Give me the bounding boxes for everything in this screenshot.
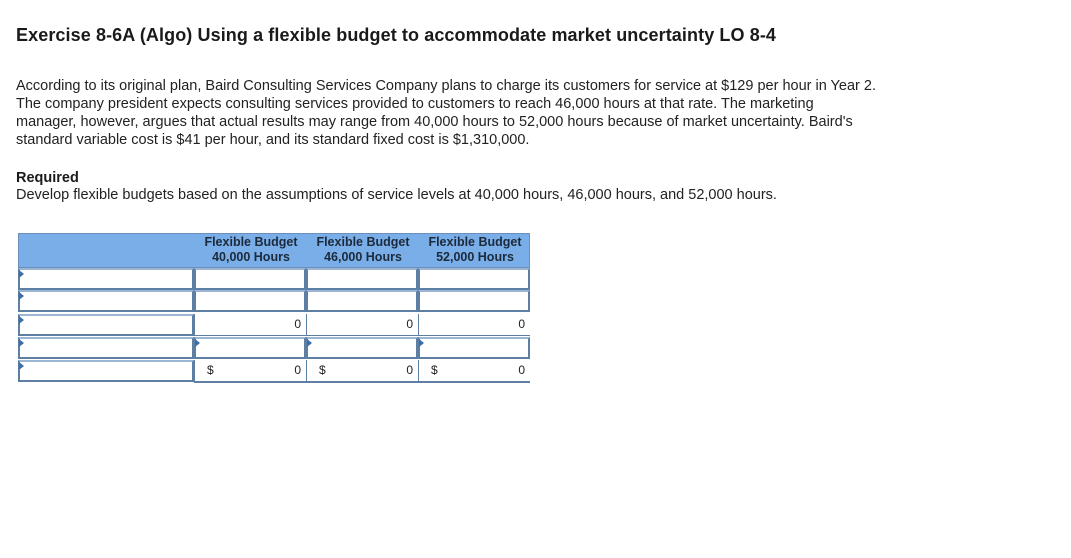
dropdown-indicator-icon (19, 292, 24, 300)
subtotal-52000-value: 0 (518, 317, 525, 331)
total-52000-value: 0 (518, 363, 525, 377)
dropdown-indicator-icon (19, 362, 24, 370)
table-header-row (18, 233, 530, 268)
column-header-46000 (307, 234, 419, 267)
column-header-40000-line2: 40,000 Hours (212, 250, 290, 264)
intro-line-3: manager, however, argues that actual results may range from 40,000 hours to 52,000 hours because of market uncertainty. Baird's (16, 114, 853, 130)
intro-line-1: According to its original plan, Baird Consulting Services Company plans to charge its customers for service at $129 per hour in Year 2. (16, 78, 876, 94)
row-1-input-40000[interactable] (194, 268, 306, 290)
total-52000-currency: $ (431, 363, 438, 377)
subtotal-40000 (194, 314, 306, 336)
problem-description (16, 77, 976, 149)
table-row-1 (18, 268, 530, 290)
total-underline (194, 381, 530, 383)
subtotal-52000 (418, 314, 530, 336)
column-header-52000-line1: Flexible Budget (428, 235, 522, 249)
table-row-subtotal (18, 314, 530, 336)
total-40000-value: 0 (294, 363, 301, 377)
table-row-2 (18, 290, 530, 312)
column-header-46000-line1: Flexible Budget (316, 235, 410, 249)
row-1-input-46000[interactable] (306, 268, 418, 290)
dropdown-indicator-icon (419, 339, 424, 347)
column-header-40000-line1: Flexible Budget (204, 235, 298, 249)
column-header-52000 (419, 234, 531, 267)
row-4-input-52000[interactable] (418, 337, 530, 359)
intro-line-2: The company president expects consulting services provided to customers to reach 46,000 hours at that rate. The marketing (16, 96, 814, 112)
row-4-input-46000[interactable] (306, 337, 418, 359)
row-1-label-dropdown[interactable] (18, 268, 194, 290)
intro-line-4: standard variable cost is $41 per hour, and its standard fixed cost is $1,310,000. (16, 132, 530, 148)
column-header-52000-line2: 52,000 Hours (436, 250, 514, 264)
row-2-input-46000[interactable] (306, 290, 418, 312)
required-instructions: Develop flexible budgets based on the assumptions of service levels at 40,000 hours, 46,000 hours, and 52,000 hours. (16, 187, 777, 203)
total-46000 (306, 360, 418, 382)
total-40000-currency: $ (207, 363, 214, 377)
subtotal-40000-value: 0 (294, 317, 301, 331)
row-2-input-52000[interactable] (418, 290, 530, 312)
dropdown-indicator-icon (307, 339, 312, 347)
column-header-40000 (195, 234, 307, 267)
row-4-input-40000[interactable] (194, 337, 306, 359)
total-46000-currency: $ (319, 363, 326, 377)
total-46000-value: 0 (406, 363, 413, 377)
column-header-46000-line2: 46,000 Hours (324, 250, 402, 264)
dropdown-indicator-icon (19, 270, 24, 278)
row-2-input-40000[interactable] (194, 290, 306, 312)
row-4-label-dropdown[interactable] (18, 337, 194, 359)
dropdown-indicator-icon (19, 339, 24, 347)
row-3-label-dropdown[interactable] (18, 314, 194, 336)
exercise-title: Exercise 8-6A (Algo) Using a flexible budget to accommodate market uncertainty LO 8-4 (16, 25, 777, 45)
subtotal-46000-value: 0 (406, 317, 413, 331)
dropdown-indicator-icon (195, 339, 200, 347)
total-52000 (418, 360, 530, 382)
row-2-label-dropdown[interactable] (18, 290, 194, 312)
total-40000 (194, 360, 306, 382)
required-heading: Required (16, 170, 79, 186)
row-5-label-dropdown[interactable] (18, 360, 194, 382)
row-1-input-52000[interactable] (418, 268, 530, 290)
table-row-total (18, 360, 530, 382)
header-label-blank (19, 234, 195, 267)
subtotal-46000 (306, 314, 418, 336)
dropdown-indicator-icon (19, 316, 24, 324)
flexible-budget-worksheet (18, 233, 530, 383)
table-row-4 (18, 337, 530, 359)
